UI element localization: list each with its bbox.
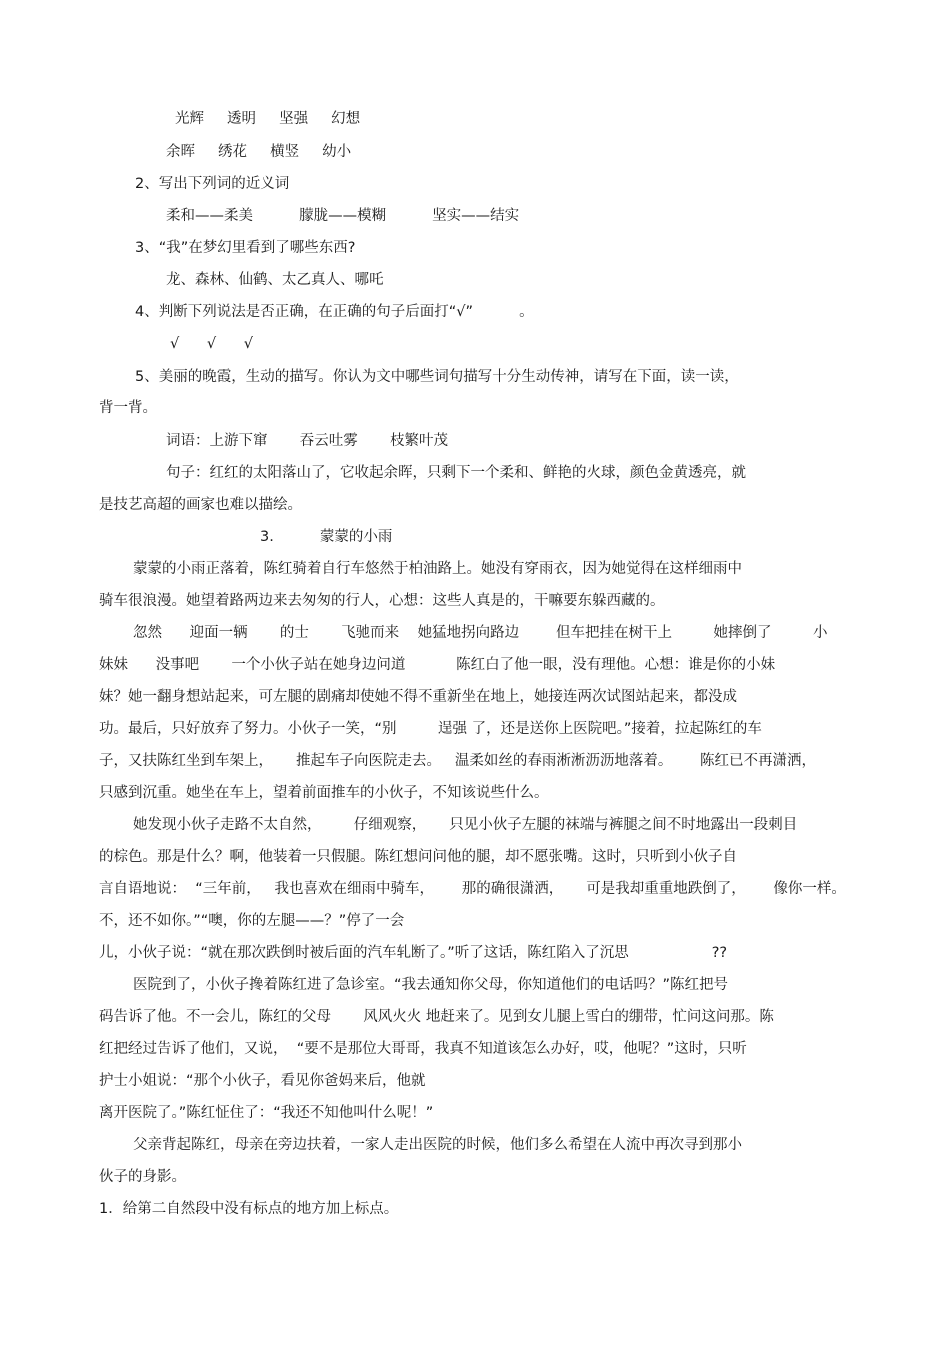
text-line-28: 医院到了，小伙子搀着陈红进了急诊室。“我去通知你父母，你知道他们的电话吗？”陈红把号	[133, 977, 729, 993]
text-line-1: 光辉 透明 坚强 幻想	[175, 111, 361, 127]
text-line-29: 码告诉了他。不一会儿，陈红的父母 风风火火 地赶来了。见到女儿腿上雪白的绷带，忙问这问那。陈	[99, 1009, 774, 1025]
text-line-19: 妹？她一翻身想站起来，可左腿的剧痛却使她不得不重新坐在地上，她接连两次试图站起来，都没成	[99, 689, 737, 705]
text-line-33: 父亲背起陈红，母亲在旁边扶着，一家人走出医院的时候，他们多么希望在人流中再次寻到那小	[133, 1137, 742, 1153]
text-line-13: 是技艺高超的画家也难以描绘。	[99, 497, 302, 513]
text-line-4: 柔和——柔美 朦胧——模糊 坚实——结实	[166, 208, 520, 224]
text-line-8: √ √ √	[170, 336, 254, 352]
text-line-15: 蒙蒙的小雨正落着，陈红骑着自行车悠然于柏油路上。她没有穿雨衣，因为她觉得在这样细雨中	[133, 561, 742, 577]
text-line-6: 龙、森林、仙鹤、太乙真人、哪吒	[166, 272, 384, 288]
question-1: 1．给第二自然段中没有标点的地方加上标点。	[99, 1201, 399, 1217]
text-line-18: 妹妹 没事吧 一个小伙子站在她身边问道 陈红白了他一眼，没有理他。心想：谁是你的小妹	[99, 657, 776, 673]
text-line-30: 红把经过告诉了他们，又说， “要不是那位大哥哥，我真不知道该怎么办好，哎，他呢？”这时，只听	[99, 1041, 747, 1057]
text-line-23: 她发现小伙子走路不太自然， 仔细观察， 只见小伙子左腿的袜端与裤腿之间不时地露出一段刺目	[133, 817, 798, 833]
text-line-5: 3、“我”在梦幻里看到了哪些东西?	[135, 240, 356, 256]
text-line-21: 子，又扶陈红坐到车架上， 推起车子向医院走去。 温柔如丝的春雨淅淅沥沥地落着。 陈红已不再潇洒，	[99, 753, 817, 769]
text-line-31: 护士小姐说：“那个小伙子，看见你爸妈来后，他就	[99, 1073, 426, 1089]
text-line-10: 背一背。	[99, 400, 157, 416]
text-line-27: 儿，小伙子说：“就在那次跌倒时被后面的汽车轧断了。”听了这话，陈红陷入了沉思 ??	[99, 945, 728, 961]
text-line-12: 句子：红红的太阳落山了，它收起余晖，只剩下一个柔和、鲜艳的火球，颜色金黄透亮，就	[166, 465, 746, 481]
text-line-24: 的棕色。那是什么？啊，他装着一只假腿。陈红想问问他的腿，却不愿张嘴。这时，只听到小伙子自	[99, 849, 737, 865]
text-line-26: 不，还不如你。”“噢，你的左腿——？”停了一会	[99, 913, 405, 929]
text-line-32: 离开医院了。”陈红怔住了：“我还不知他叫什么呢！”	[99, 1105, 434, 1121]
text-line-25: 言自语地说： “三年前， 我也喜欢在细雨中骑车， 那的确很潇洒， 可是我却重重地跌倒了， 像你一样。	[99, 881, 846, 897]
text-line-16: 骑车很浪漫。她望着路两边来去匆匆的行人，心想：这些人真是的，干嘛要东躲西藏的。	[99, 593, 665, 609]
text-line-17: 忽然 迎面一辆 的士 飞驰而来 她猛地拐向路边 但车把挂在树干上 她摔倒了 小	[133, 625, 828, 641]
text-line-20: 功。最后，只好放弃了努力。小伙子一笑，“别 逞强 了，还是送你上医院吧。”接着，拉起陈红的车	[99, 721, 762, 737]
text-line-34: 伙子的身影。	[99, 1169, 186, 1185]
text-line-11: 词语：上游下窜 吞云吐雾 枝繁叶茂	[166, 433, 449, 449]
text-line-2: 余晖 绣花 横竖 幼小	[166, 144, 352, 160]
text-line-3: 2、写出下列词的近义词	[135, 176, 290, 192]
text-line-7: 4、判断下列说法是否正确，在正确的句子后面打“√” 。	[135, 304, 534, 320]
text-line-9: 5、美丽的晚霞，生动的描写。你认为文中哪些词句描写十分生动传神，请写在下面，读一读，	[135, 369, 739, 385]
text-line-22: 只感到沉重。她坐在车上，望着前面推车的小伙子，不知该说些什么。	[99, 785, 549, 801]
section-title: 3. 蒙蒙的小雨	[260, 529, 393, 545]
